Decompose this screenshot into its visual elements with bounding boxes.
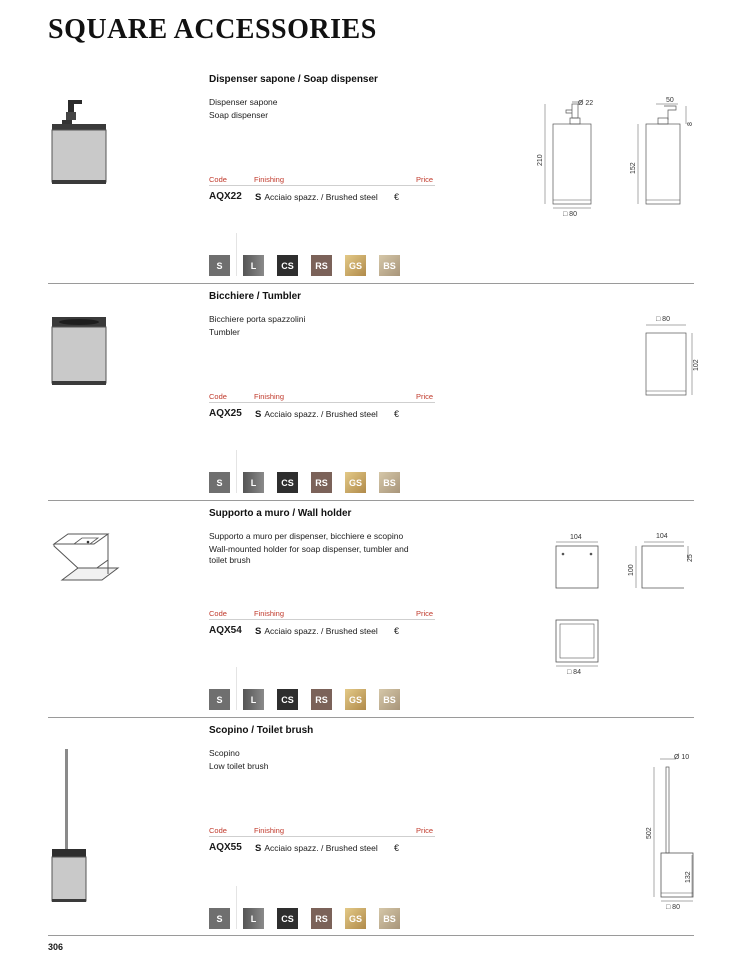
dimension-label: 502 — [646, 827, 653, 839]
description-line: Dispenser sapone — [209, 97, 278, 107]
description-line: Bicchiere porta spazzolini — [209, 314, 306, 324]
finishing-header: Finishing — [254, 826, 285, 835]
finish-code: S — [255, 409, 262, 420]
header-divider — [209, 619, 435, 620]
dimension-label: 104 — [570, 534, 582, 541]
product-name: Supporto a muro / Wall holder — [209, 508, 352, 519]
price-header: Price — [416, 175, 434, 184]
finishing-value — [255, 843, 378, 854]
soap-dispenser-photo — [48, 94, 128, 224]
swatch-rs[interactable]: RS — [311, 472, 332, 493]
swatch-l[interactable]: L — [243, 689, 264, 710]
swatch-bs[interactable]: BS — [379, 472, 400, 493]
description-line: Tumbler — [209, 327, 240, 337]
finish-swatches — [209, 908, 409, 929]
page-title: SQUARE ACCESSORIES — [48, 14, 377, 45]
toilet-brush-photo — [48, 747, 128, 907]
technical-drawing-side — [628, 530, 692, 592]
swatch-cs[interactable]: CS — [277, 689, 298, 710]
dimension-label: 50 — [666, 97, 674, 104]
technical-drawing-side — [624, 96, 694, 226]
code-header: Code — [209, 826, 227, 835]
swatch-bs[interactable]: BS — [379, 689, 400, 710]
swatch-rs[interactable]: RS — [311, 255, 332, 276]
product-description — [209, 747, 449, 773]
dimension-label: □ 80 — [563, 211, 577, 218]
technical-drawing-front — [638, 311, 698, 411]
swatch-cs[interactable]: CS — [277, 255, 298, 276]
price-header: Price — [416, 392, 434, 401]
description-line: Scopino — [209, 748, 240, 758]
product-code: AQX25 — [209, 408, 242, 419]
swatch-separator — [236, 667, 237, 710]
product-section-soap-dispenser — [48, 66, 694, 283]
swatch-bs[interactable]: BS — [379, 255, 400, 276]
finish-description: Acciaio spazz. / Brushed steel — [264, 192, 378, 202]
dimension-label: 25 — [687, 554, 694, 562]
finishing-header: Finishing — [254, 392, 285, 401]
finish-description: Acciaio spazz. / Brushed steel — [264, 626, 378, 636]
finish-swatches — [209, 689, 409, 710]
price-header: Price — [416, 609, 434, 618]
swatch-rs[interactable]: RS — [311, 689, 332, 710]
technical-drawing-front — [550, 532, 610, 592]
product-code: AQX55 — [209, 842, 242, 853]
swatch-separator — [236, 233, 237, 276]
code-header: Code — [209, 392, 227, 401]
finish-description: Acciaio spazz. / Brushed steel — [264, 409, 378, 419]
product-description — [209, 313, 449, 339]
description-line: Supporto a muro per dispenser, bicchiere e scopino — [209, 531, 404, 541]
dimension-label: □ 80 — [666, 904, 680, 911]
product-section-toilet-brush — [48, 717, 694, 934]
header-divider — [209, 185, 435, 186]
header-divider — [209, 402, 435, 403]
product-section-wall-holder — [48, 500, 694, 717]
swatch-gs[interactable]: GS — [345, 908, 366, 929]
swatch-bs[interactable]: BS — [379, 908, 400, 929]
swatch-s[interactable]: S — [209, 908, 230, 929]
swatch-s[interactable]: S — [209, 472, 230, 493]
dimension-label: 100 — [628, 564, 635, 576]
product-description — [209, 530, 449, 565]
dimension-label: 102 — [693, 359, 700, 371]
product-code: AQX22 — [209, 191, 242, 202]
product-name: Dispenser sapone / Soap dispenser — [209, 74, 378, 85]
section-divider — [48, 283, 694, 284]
code-header: Code — [209, 175, 227, 184]
swatch-s[interactable]: S — [209, 689, 230, 710]
dimension-label: Ø 10 — [674, 754, 690, 761]
product-description — [209, 96, 449, 122]
header-divider — [209, 836, 435, 837]
dimension-label: Ø 22 — [578, 100, 594, 107]
page-number: 306 — [48, 942, 64, 952]
price-value: € — [394, 409, 400, 419]
description-line: toilet brush — [209, 555, 251, 565]
swatch-l[interactable]: L — [243, 255, 264, 276]
swatch-separator — [236, 886, 237, 929]
finish-code: S — [255, 626, 262, 637]
finish-swatches — [209, 472, 409, 493]
dimension-label: 8 — [687, 122, 694, 126]
swatch-s[interactable]: S — [209, 255, 230, 276]
dimension-label: 132 — [685, 871, 692, 883]
swatch-cs[interactable]: CS — [277, 472, 298, 493]
technical-drawing-front — [534, 96, 604, 226]
product-name: Scopino / Toilet brush — [209, 725, 314, 736]
finish-code: S — [255, 192, 262, 203]
technical-drawing-front — [632, 751, 696, 921]
swatch-cs[interactable]: CS — [277, 908, 298, 929]
price-header: Price — [416, 826, 434, 835]
finishing-header: Finishing — [254, 609, 285, 618]
swatch-separator — [236, 450, 237, 493]
finishing-value — [255, 626, 378, 637]
dimension-label: 152 — [630, 162, 637, 174]
technical-drawing-top — [550, 616, 610, 678]
finish-swatches — [209, 255, 409, 276]
price-value: € — [394, 843, 400, 853]
swatch-l[interactable]: L — [243, 472, 264, 493]
product-code: AQX54 — [209, 625, 242, 636]
dimension-label: 104 — [656, 533, 668, 540]
swatch-gs[interactable]: GS — [345, 255, 366, 276]
finish-description: Acciaio spazz. / Brushed steel — [264, 843, 378, 853]
finishing-value — [255, 409, 378, 420]
section-divider — [48, 500, 694, 501]
swatch-l[interactable]: L — [243, 908, 264, 929]
wall-holder-photo — [48, 528, 128, 628]
finish-code: S — [255, 843, 262, 854]
description-line: Soap dispenser — [209, 110, 269, 120]
code-header: Code — [209, 609, 227, 618]
footer-divider — [48, 935, 694, 936]
tumbler-photo — [48, 311, 128, 421]
dimension-label: □ 84 — [567, 669, 581, 676]
product-name: Bicchiere / Tumbler — [209, 291, 302, 302]
price-value: € — [394, 192, 400, 202]
description-line: Wall-mounted holder for soap dispenser, tumbler and — [209, 544, 409, 554]
dimension-label: 210 — [537, 154, 544, 166]
finishing-header: Finishing — [254, 175, 285, 184]
finishing-value — [255, 192, 378, 203]
section-divider — [48, 717, 694, 718]
price-value: € — [394, 626, 400, 636]
swatch-gs[interactable]: GS — [345, 689, 366, 710]
description-line: Low toilet brush — [209, 761, 269, 771]
dimension-label: □ 80 — [656, 316, 670, 323]
swatch-gs[interactable]: GS — [345, 472, 366, 493]
swatch-rs[interactable]: RS — [311, 908, 332, 929]
product-section-tumbler — [48, 283, 700, 500]
